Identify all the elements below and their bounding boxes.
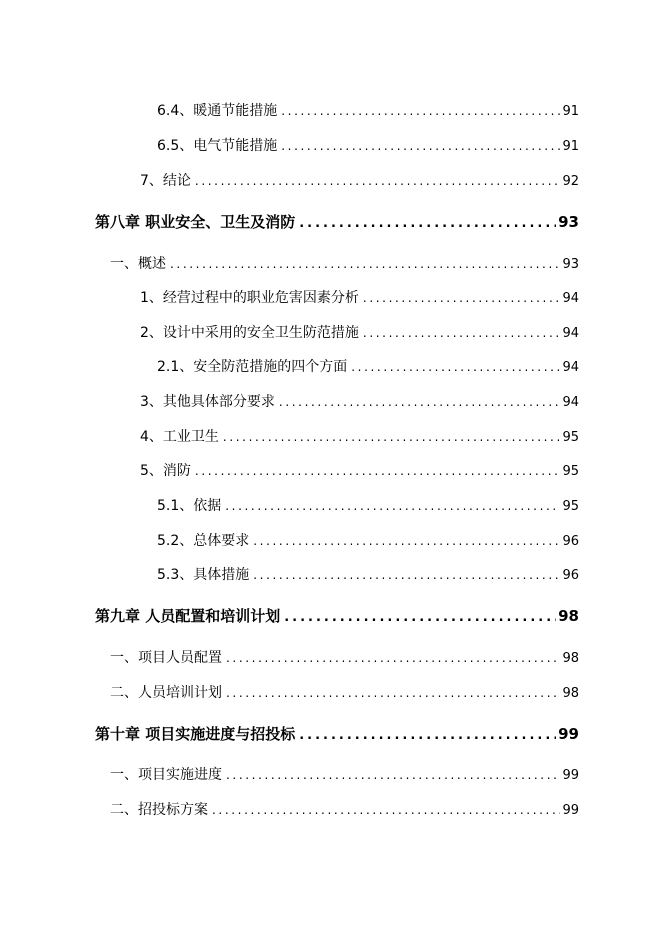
toc-leader-dots (299, 727, 556, 745)
toc-entry[interactable] (140, 289, 579, 308)
toc-leader-dots (363, 324, 561, 342)
toc-entry-title: 一、项目人员配置 (110, 650, 222, 666)
toc-entry-page: 99 (562, 768, 579, 783)
toc-entry[interactable] (140, 393, 579, 412)
toc-entry-title: 5、消防 (140, 463, 191, 479)
toc-chapter-entry[interactable] (95, 607, 579, 627)
toc-entry-page: 99 (558, 725, 579, 743)
toc-entry-page: 95 (562, 430, 579, 445)
toc-entry-page: 96 (562, 534, 579, 549)
toc-leader-dots (226, 684, 560, 702)
toc-entry[interactable] (157, 497, 579, 516)
toc-entry[interactable] (157, 566, 579, 585)
toc-entry-page: 94 (562, 326, 579, 341)
toc-entry-page: 98 (562, 651, 579, 666)
toc-entry-title: 一、概述 (110, 256, 166, 272)
toc-entry-title: 5.1、依据 (157, 498, 222, 514)
toc-entry-page: 99 (562, 803, 579, 818)
toc-entry-page: 94 (562, 360, 579, 375)
toc-entry-title: 6.4、暖通节能措施 (157, 103, 278, 119)
toc-leader-dots (281, 102, 560, 120)
toc-entry-title: 第十章 项目实施进度与招投标 (95, 725, 296, 743)
toc-entry-title: 2.1、安全防范措施的四个方面 (157, 359, 348, 375)
toc-entry[interactable] (140, 324, 579, 343)
toc-leader-dots (223, 428, 561, 446)
toc-entry[interactable] (110, 684, 579, 703)
toc-entry-title: 二、招投标方案 (110, 802, 208, 818)
toc-leader-dots (212, 801, 560, 819)
toc-leader-dots (225, 497, 560, 515)
toc-entry-page: 98 (558, 607, 579, 625)
toc-entry[interactable] (157, 137, 579, 156)
toc-chapter-entry[interactable] (95, 725, 579, 745)
toc-leader-dots (281, 137, 560, 155)
toc-entry-title: 7、结论 (140, 173, 191, 189)
toc-entry[interactable] (140, 172, 579, 191)
toc-entry[interactable] (110, 766, 579, 785)
toc-entry-title: 1、经营过程中的职业危害因素分析 (140, 290, 359, 306)
toc-entry[interactable] (140, 428, 579, 447)
toc-entry-title: 5.3、具体措施 (157, 567, 250, 583)
toc-leader-dots (284, 609, 556, 627)
toc-entry-page: 94 (562, 291, 579, 306)
toc-entry-page: 93 (558, 213, 579, 231)
toc-entry-title: 2、设计中采用的安全卫生防范措施 (140, 325, 359, 341)
toc-entry-title: 6.5、电气节能措施 (157, 138, 278, 154)
toc-entry-title: 二、人员培训计划 (110, 685, 222, 701)
toc-entry-page: 94 (562, 395, 579, 410)
toc-leader-dots (279, 393, 561, 411)
toc-leader-dots (226, 766, 560, 784)
toc-leader-dots (299, 215, 556, 233)
toc-entry[interactable] (157, 102, 579, 121)
toc-entry-title: 4、工业卫生 (140, 429, 219, 445)
toc-leader-dots (226, 649, 560, 667)
toc-entry-title: 第九章 人员配置和培训计划 (95, 607, 281, 625)
toc-leader-dots (170, 255, 560, 273)
toc-leader-dots (363, 289, 561, 307)
toc-leader-dots (195, 462, 561, 480)
toc-entry-title: 一、项目实施进度 (110, 767, 222, 783)
toc-leader-dots (253, 532, 560, 550)
toc-entry-page: 95 (562, 464, 579, 479)
toc-entry-page: 93 (562, 257, 579, 272)
toc-entry-page: 95 (562, 499, 579, 514)
toc-entry-title: 第八章 职业安全、卫生及消防 (95, 213, 296, 231)
toc-entry-page: 92 (562, 174, 579, 189)
toc-entry-page: 96 (562, 568, 579, 583)
toc-entry-page: 91 (562, 104, 579, 119)
toc-leader-dots (351, 358, 560, 376)
toc-entry-title: 3、其他具体部分要求 (140, 394, 275, 410)
toc-entry[interactable] (157, 532, 579, 551)
toc-entry-title: 5.2、总体要求 (157, 533, 250, 549)
toc-entry[interactable] (140, 462, 579, 481)
toc-entry[interactable] (110, 801, 579, 820)
toc-leader-dots (195, 172, 561, 190)
toc-entry[interactable] (110, 649, 579, 668)
toc-entry-page: 98 (562, 686, 579, 701)
toc-entry-page: 91 (562, 139, 579, 154)
toc-leader-dots (253, 566, 560, 584)
toc-entry[interactable] (157, 358, 579, 377)
toc-chapter-entry[interactable] (95, 213, 579, 233)
toc-entry[interactable] (110, 255, 579, 274)
